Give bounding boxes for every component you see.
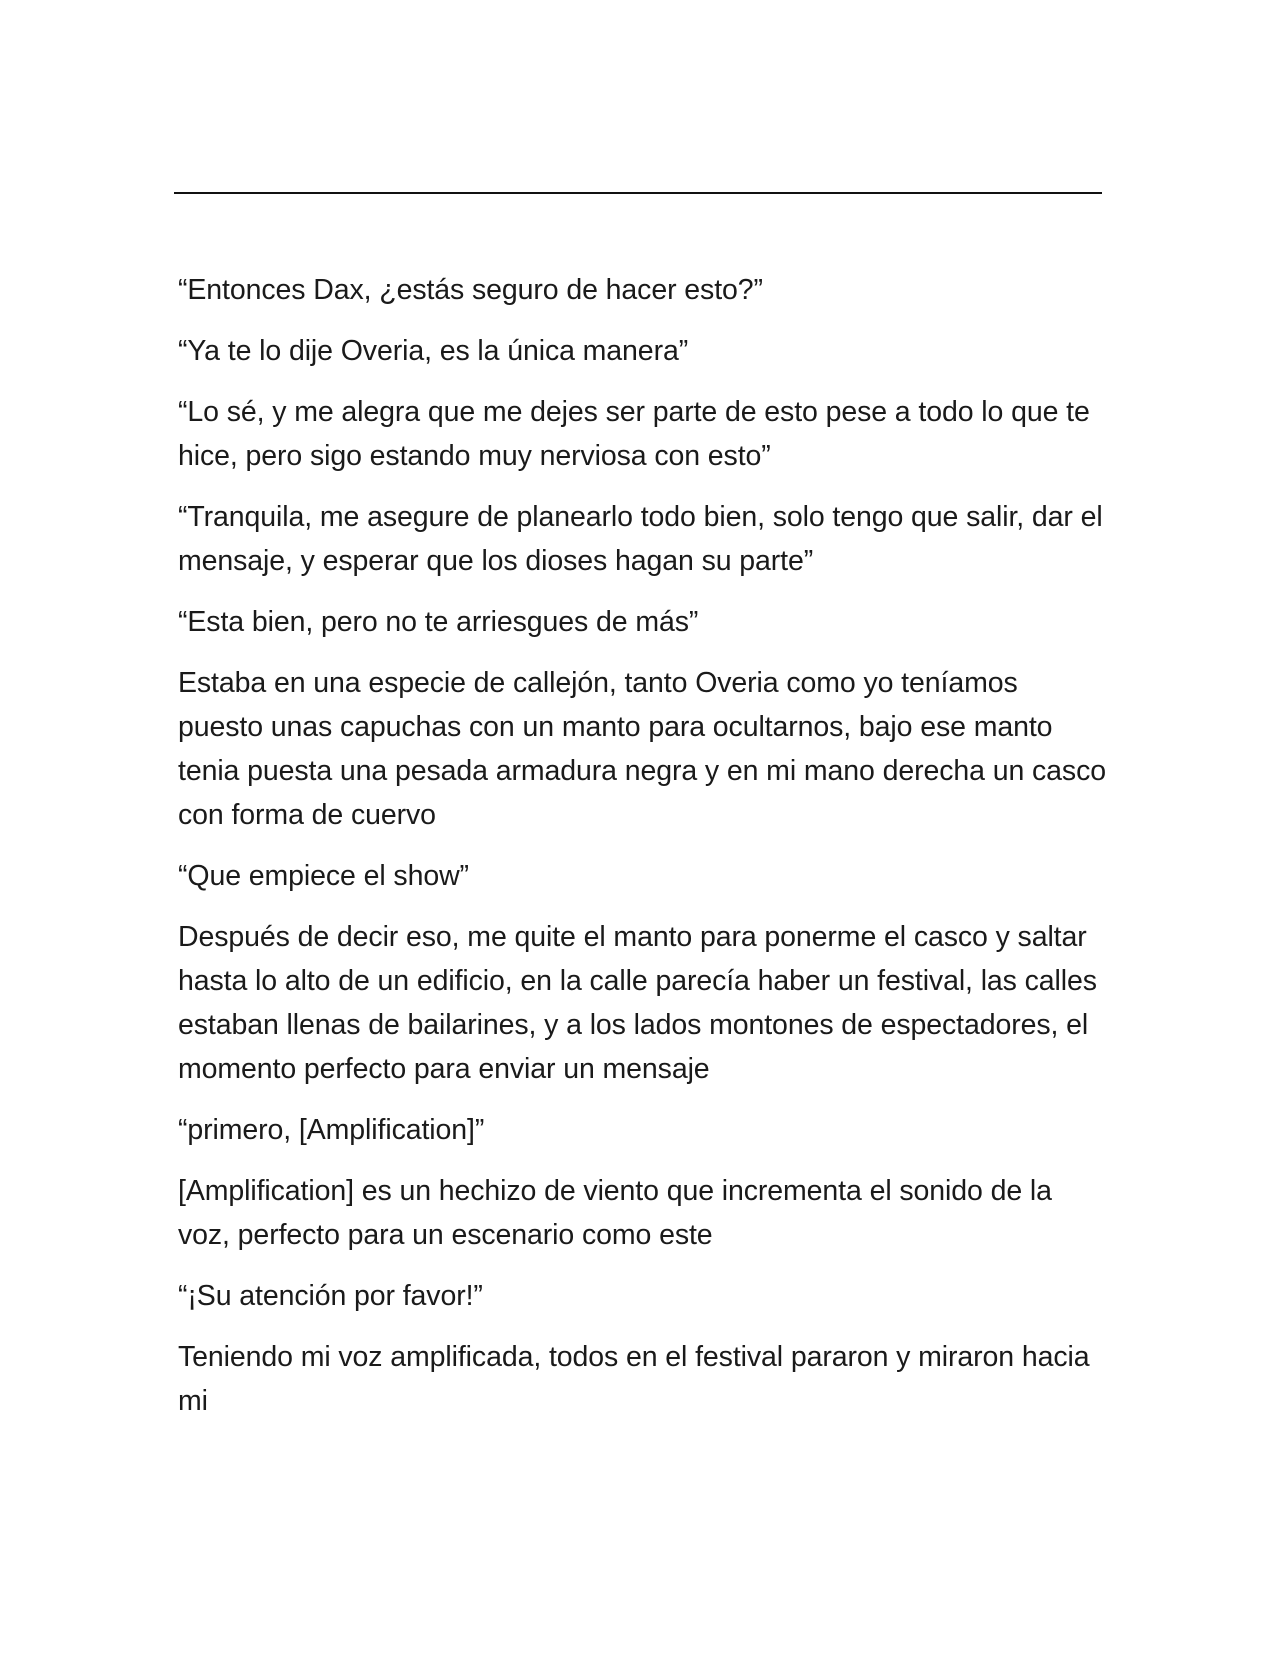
paragraph: “¡Su atención por favor!” — [178, 1280, 483, 1312]
paragraph: “Entonces Dax, ¿estás seguro de hacer esto?” — [178, 274, 763, 306]
paragraph: “Ya te lo dije Overia, es la única manera” — [178, 335, 689, 367]
paragraph: Estaba en una especie de callejón, tanto Overia como yo teníamos puesto unas capuchas con un manto para ocultarnos, bajo ese manto tenia puesta una pesada armadura negra y en mi mano derecha un casco con forma de cuervo — [178, 667, 1106, 831]
document-body — [178, 268, 1108, 1440]
paragraph: Después de decir eso, me quite el manto para ponerme el casco y saltar hasta lo alto de un edificio, en la calle parecía haber un festival, las calles estaban llenas de bailarines, y a los lados montones de espectadores, el momento perfecto para enviar un mensaje — [178, 921, 1097, 1085]
paragraph: [Amplification] es un hechizo de viento que incrementa el sonido de la voz, perfecto para un escenario como este — [178, 1175, 1052, 1251]
header-divider — [174, 192, 1102, 194]
paragraph: Teniendo mi voz amplificada, todos en el festival pararon y miraron hacia mi — [178, 1341, 1090, 1417]
paragraph: “Esta bien, pero no te arriesgues de más” — [178, 606, 699, 638]
paragraph: “Tranquila, me asegure de planearlo todo bien, solo tengo que salir, dar el mensaje, y esperar que los dioses hagan su parte” — [178, 501, 1103, 577]
paragraph: “primero, [Amplification]” — [178, 1114, 485, 1146]
paragraph: “Que empiece el show” — [178, 860, 469, 892]
paragraph: “Lo sé, y me alegra que me dejes ser parte de esto pese a todo lo que te hice, pero sigo estando muy nerviosa con esto” — [178, 396, 1090, 472]
